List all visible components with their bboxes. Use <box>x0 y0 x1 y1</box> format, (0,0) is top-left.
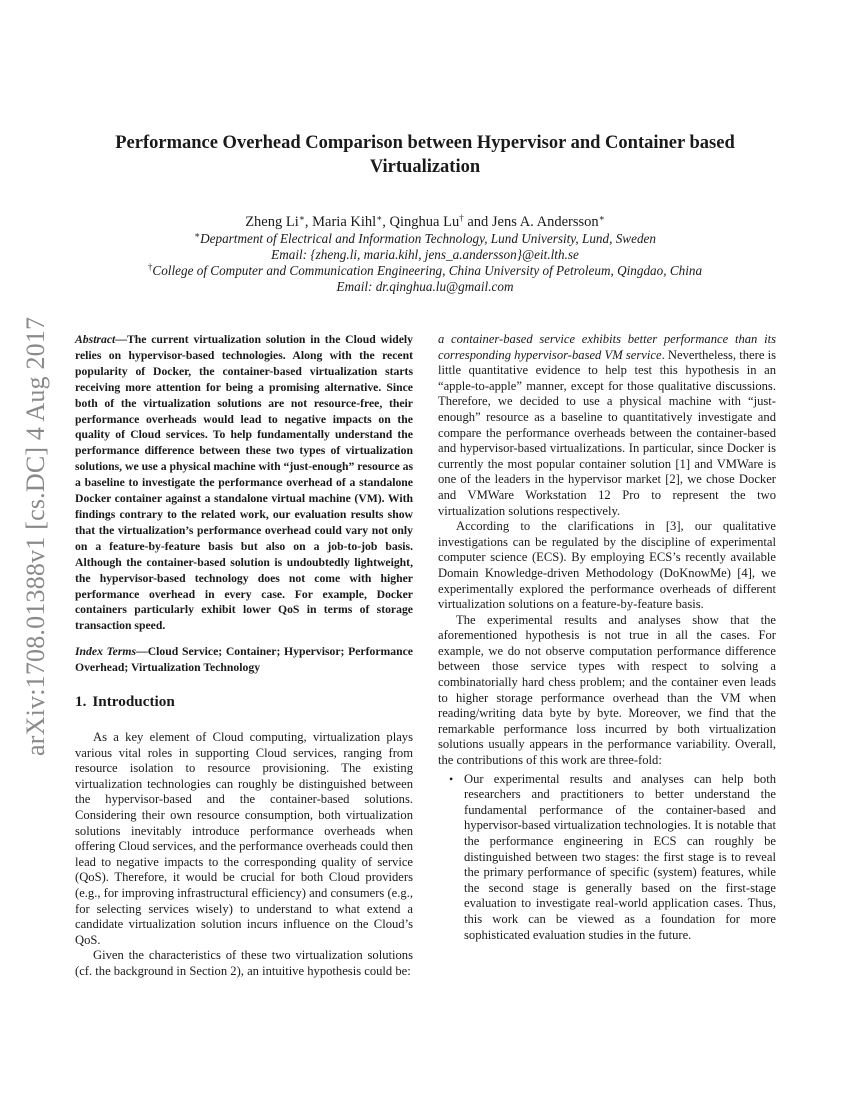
arxiv-stamp: arXiv:1708.01388v1 [cs.DC] 4 Aug 2017 <box>21 316 50 756</box>
hypothesis-text: a container-based service exhibits better performance than its corresponding hypervisor-based VM service <box>438 332 776 362</box>
affiliation-mark: ∗ <box>598 213 605 223</box>
index-terms-text: —Cloud Service; Container; Hypervisor; Performance Overhead; Virtualization Technology <box>75 645 413 675</box>
author-name: Qinghua Lu <box>389 214 460 230</box>
affiliation-mark: † <box>459 213 464 223</box>
contribution-text: Our experimental results and analyses can help both researchers and practitioners to better understand the fundamental performance of the container-based and hypervisor-based virtualization technologies. It is notable that the performance engineering in ECS can roughly be distinguished between two stages: the first stage is to reveal the primary performance of specific (system) features, while the second stage is generally based on the first-stage evaluation to investigate real-world application cases. Thus, this work can be viewed as a foundation for more sophisticated evaluation studies in the future. <box>464 771 776 942</box>
email-line <box>60 279 790 295</box>
left-column <box>75 332 413 980</box>
affiliation-text: College of Computer and Communication Engineering, China University of Petroleum, Qingdao, China <box>152 263 703 278</box>
affiliation-line <box>60 231 790 247</box>
intro-paragraph-3: According to the clarifications in [3], our qualitative investigations can be regulated by the discipline of experimental computer science (ECS). By employing ECS’s recently available Domain Knowledge-driven Methodology (DoKnowMe) [4], we experimentally explored the performance overheads of different virtualization solutions on a feature-by-feature basis. <box>438 519 776 612</box>
author-separator: , <box>304 214 313 230</box>
affiliation-text: Department of Electrical and Information Technology, Lund University, Lund, Sweden <box>200 231 657 246</box>
intro-paragraph-2-continued <box>438 332 776 519</box>
email-text: Email: dr.qinghua.lu@gmail.com <box>336 279 514 294</box>
abstract <box>75 332 413 634</box>
author-separator: , <box>382 214 390 230</box>
author-name: Jens A. Andersson <box>491 214 599 230</box>
affiliation-line <box>60 263 790 279</box>
intro-paragraph-2-end: . Nevertheless, there is little quantitative evidence to help test this hypothesis in an “apple-to-apple” manner, except for those qualitative discussions. Therefore, we decided to use a physical machine with “just-enough” resource as a baseline to quantitatively investigate and compare the performance overheads between the container-based and hypervisor-based virtualizations. In particular, since Docker is currently the most popular container solution [1] and VMWare is one of the leaders in the hypervisor market [2], we chose Docker and VMWare Workstation 12 Pro to represent the two virtualization solutions respectively. <box>438 347 777 518</box>
paper-title-line1: Performance Overhead Comparison between Hypervisor and Container based <box>115 133 735 153</box>
intro-paragraph-4: The experimental results and analyses show that the aforementioned hypothesis is not true in all the cases. For example, we do not observe computation performance difference between those service types with respect to solving a combinatorially hard chess problem; and the container even leads to higher storage performance overhead than the VM when reading/writing data byte by byte. Moreover, we find that the remarkable performance loss incurred by both virtualization solutions usually appears in the performance variability. Overall, the contributions of this work are three-fold: <box>438 612 776 768</box>
contribution-item <box>449 771 776 944</box>
section-title: Introduction <box>92 693 175 711</box>
index-terms-label: Index Terms <box>75 645 137 659</box>
affiliation-mark: ∗ <box>298 213 305 223</box>
affiliation-mark: † <box>147 262 153 272</box>
abstract-text: —The current virtualization solution in the Cloud widely relies on hypervisor-based technologies. Along with the recent popularity of Docker, the container-based virtualization starts receiving more attention for being a promising alternative. Since both of the virtualization solutions are not resource-free, their performance overheads would lead to negative impacts on the quality of Cloud services. To help fundamentally understand the performance difference between these two types of virtualization solutions, we use a physical machine with “just-enough” resource as a baseline to investigate the performance overhead of a standalone Docker container against a standalone virtual machine (VM). With findings contrary to the related work, our evaluation results show that the virtualization’s performance overhead could vary not only on a feature-by-feature basis but also on a job-to-job basis. Although the container-based solution is undoubtedly lightweight, the hypervisor-based technology does not come with higher performance overhead in every case. For example, Docker containers particularly exhibit lower QoS in terms of storage transaction speed. <box>75 333 413 633</box>
paper-title-line2: Virtualization <box>369 157 481 177</box>
author-separator: and <box>463 214 492 230</box>
author-block <box>60 213 790 295</box>
intro-paragraph-2-start: Given the characteristics of these two virtualization solutions (cf. the background in Section 2), an intuitive hypothesis could be: <box>75 948 413 978</box>
section-heading <box>75 692 413 712</box>
author-name: Zheng Li <box>245 214 299 230</box>
index-terms <box>75 644 413 676</box>
affiliation-mark: ∗ <box>193 230 201 240</box>
affiliation-mark: ∗ <box>376 213 383 223</box>
section-number: 1. <box>75 693 87 711</box>
paper-title <box>80 131 770 179</box>
email-text: Email: {zheng.li, maria.kihl, jens_a.andersson}@eit.lth.se <box>271 247 579 262</box>
author-list <box>60 213 790 231</box>
contribution-list <box>438 772 776 944</box>
email-line <box>60 247 790 263</box>
right-column <box>438 332 776 943</box>
intro-paragraph-1: As a key element of Cloud computing, virtualization plays various vital roles in supporting Cloud services, ranging from resource isolation to resource provisioning. The existing virtualization technologies can roughly be distinguished between the hypervisor-based and the container-based solutions. Considering their own resource consumption, both virtualization solutions inevitably introduce performance overheads when offering Cloud services, and the performance overheads could then lead to negative impacts to the corresponding quality of service (QoS). Therefore, it would be crucial for both Cloud providers (e.g., for improving infrastructural efficiency) and consumers (e.g., for selecting services wisely) to understand to what extend a candidate virtualization solution incurs influence on the Cloud’s QoS. <box>75 730 413 947</box>
author-name: Maria Kihl <box>312 214 377 230</box>
bullet-icon: • <box>449 771 454 786</box>
abstract-label: Abstract <box>75 333 116 346</box>
